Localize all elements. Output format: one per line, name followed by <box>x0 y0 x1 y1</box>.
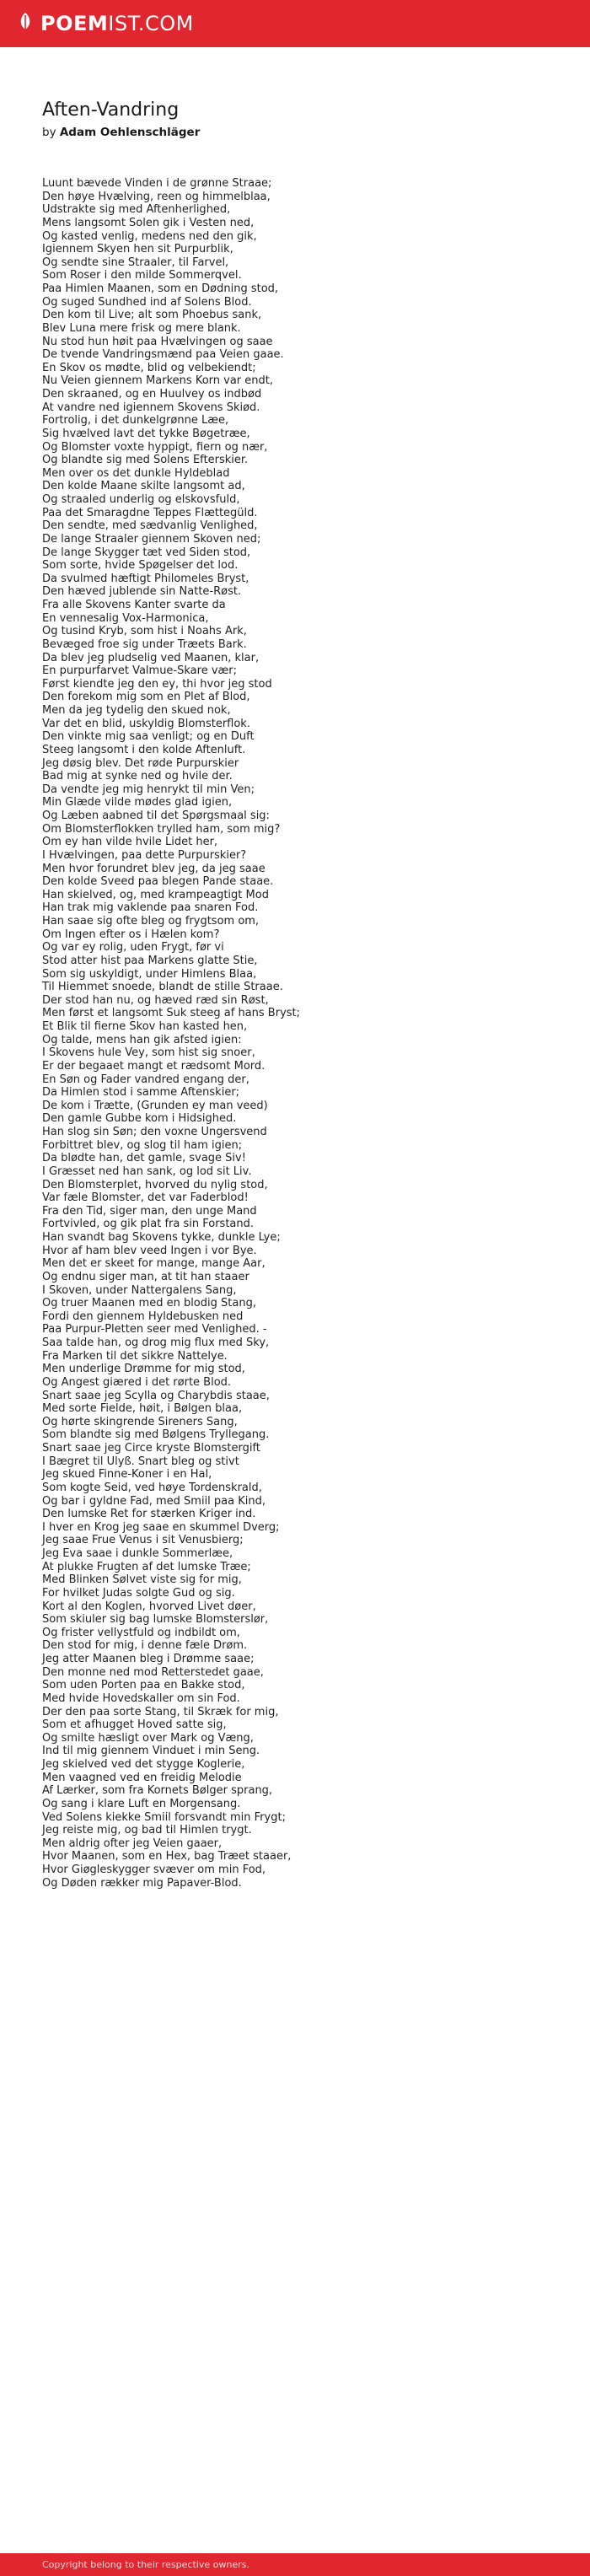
poem-line: Jeg skielved ved det stygge Koglerie, <box>42 1758 245 1771</box>
poem-line: De tvende Vandringsmænd paa Veien gaae. <box>42 348 284 362</box>
poem-line: Han svandt bag Skovens tykke, dunkle Lye; <box>42 1231 281 1244</box>
poem-line: Og Døden rækker mig Papaver-Blod. <box>42 1876 242 1890</box>
poem-line: Og kasted venlig, medens ned den gik, <box>42 229 257 243</box>
poem-line: Den kolde Sveed paa blegen Pande staae. <box>42 875 274 889</box>
poem-line: Da blødte han, det gamle, svage Siv! <box>42 1152 246 1165</box>
poem-line: Fra den Tid, siger man, den unge Mand <box>42 1204 257 1218</box>
poem-line: Og sang i klare Luft en Morgensang. <box>42 1797 241 1810</box>
poem-line: I Skovens hule Vey, som hist sig snoer, <box>42 1046 255 1060</box>
poem-line: Om ey han vilde hvile Lidet her, <box>42 836 218 849</box>
poem-line: En vennesalig Vox-Harmonica, <box>42 611 209 625</box>
poem-line: Af Lærker, som fra Kornets Bølger sprang, <box>42 1784 273 1798</box>
poem-line: Var det en blid, uskyldig Blomsterflok. <box>42 717 250 730</box>
poem-line: Forbittret blev, og slog til ham igien; <box>42 1138 243 1152</box>
poem-line: Den monne ned mod Retterstedet gaae, <box>42 1665 264 1679</box>
poem-line: Den vinkte mig saa venligt; og en Duft <box>42 730 255 744</box>
byline-prefix: by <box>42 126 56 139</box>
poem-line: Hvor Giøgleskygger svæver om min Fod, <box>42 1863 266 1876</box>
poem-line: Og suged Sundhed ind af Solens Blod. <box>42 295 252 309</box>
poem-line: Om Blomsterflokken trylled ham, som mig? <box>42 822 281 836</box>
poem-line: Ind til mig giennem Vinduet i min Seng. <box>42 1745 260 1758</box>
poem-line: Paa det Smaragdne Teppes Flættegüld. <box>42 506 258 519</box>
site-logo-text <box>40 10 194 37</box>
poem-line: Bad mig at synke ned og hvile der. <box>42 770 233 783</box>
poem-line: Og var ey rolig, uden Frygt, før vi <box>42 941 224 955</box>
poem-line: Sig hvælved lavt det tykke Bøgetræe, <box>42 427 250 440</box>
poem-line: Der stod han nu, og hæved ræd sin Røst, <box>42 993 269 1007</box>
poem-line: Om Ingen efter os i Hælen kom? <box>42 928 220 941</box>
poem-line: Den gamle Gubbe kom i Hidsighed. <box>42 1112 237 1126</box>
poem-line: Fortvivled, og gik plat fra sin Forstand. <box>42 1218 255 1231</box>
poem-line: Og straaled underlig og elskovsfuld, <box>42 493 240 506</box>
poem-line: Den Blomsterplet, hvorved du nylig stod, <box>42 1178 268 1191</box>
poem-line: Han saae sig ofte bleg og frygtsom om, <box>42 915 260 928</box>
poem-line: Da Himlen stod i samme Aftenskier; <box>42 1086 240 1100</box>
poem-line: Er der begaaet mangt et rædsomt Mord. <box>42 1059 266 1073</box>
poem-line: Der den paa sorte Stang, til Skræk for mig, <box>42 1705 279 1718</box>
poem-line: Som et afhugget Hoved satte sig, <box>42 1718 227 1732</box>
poem-content <box>42 98 548 1901</box>
poem-line: Kort al den Koglen, hvorved Livet døer, <box>42 1600 256 1613</box>
poem-line: Som sig uskyldigt, under Himlens Blaa, <box>42 967 257 981</box>
poem-line: Den sendte, med sædvanlig Venlighed, <box>42 519 258 533</box>
poem-line: Og tusind Kryb, som hist i Noahs Ark, <box>42 625 247 638</box>
poem-line: Og Blomster voxte hyppigt, fiern og nær, <box>42 440 268 454</box>
poem-line: Hvor af ham blev veed Ingen i vor Bye. <box>42 1244 257 1257</box>
poem-line: I hver en Krog jeg saae en skummel Dverg; <box>42 1520 280 1534</box>
poem-line: Og talde, mens han gik afsted igien: <box>42 1033 242 1046</box>
poem-line: Ved Solens kiekke Smiil forsvandt min Frygt; <box>42 1810 286 1824</box>
poem-line: Som Roser i den milde Sommerqvel. <box>42 269 242 282</box>
copyright-text: Copyright belong to their respective owners. <box>42 2559 249 2570</box>
poem-line: Saa talde han, og drog mig flux med Sky, <box>42 1336 270 1349</box>
poem-line: Stod atter hist paa Markens glatte Stie, <box>42 954 258 967</box>
poem-line: Og endnu siger man, at tit han staaer <box>42 1270 249 1283</box>
poem-line: En Skov os mødte, blid og velbekiendt; <box>42 361 256 374</box>
poem-line: I Bægret til Ulyß. Snart bleg og stivt <box>42 1455 239 1468</box>
poem-line: Som skiuler sig bag lumske Blomsterslør, <box>42 1613 269 1627</box>
poem-line: Nu stod hun høit paa Hvælvingen og saae <box>42 335 273 348</box>
poem-title: Aften-Vandring <box>42 99 180 121</box>
poem-line: Som kogte Seid, ved høye Tordenskrald, <box>42 1481 262 1494</box>
poem-line: Han trak mig vaklende paa snaren Fod. <box>42 901 259 915</box>
site-logo-link[interactable] <box>19 10 194 37</box>
poem-line: Fra Marken til det sikkre Nattelye. <box>42 1349 228 1363</box>
poem-line: Men vaagned ved en freidig Melodie <box>42 1771 242 1784</box>
poem-body <box>42 177 548 1890</box>
poem-line: Men underlige Drømme for mig stod, <box>42 1363 245 1376</box>
poem-line: Blev Luna mere frisk og mere blank. <box>42 321 241 335</box>
poem-line: I Græsset ned han sank, og lod sit Liv. <box>42 1164 252 1178</box>
poem-line: Men da jeg tydelig den skued nok, <box>42 704 231 717</box>
poem-line: Mens langsomt Solen gik i Vesten ned, <box>42 216 255 229</box>
poem-line: Og frister vellystfuld og indbildt om, <box>42 1626 240 1639</box>
poem-line: Snart saae jeg Scylla og Charybdis staae, <box>42 1389 270 1402</box>
poem-line: Var fæle Blomster, det var Faderblod! <box>42 1191 249 1205</box>
poem-line: Bevæged froe sig under Træets Bark. <box>42 637 247 651</box>
poem-line: De kom i Trætte, (Grunden ey man veed) <box>42 1099 268 1112</box>
poem-line: Den lumske Ret for stærken Kriger ind. <box>42 1508 256 1521</box>
poem-line: Paa Purpur-Pletten seer med Venlighed. - <box>42 1323 267 1336</box>
poem-line: En Søn og Fader vandred engang der, <box>42 1073 249 1086</box>
poem-line: Luunt bævede Vinden i de grønne Straae; <box>42 177 272 190</box>
poem-line: Som sorte, hvide Spøgelser det lod. <box>42 559 239 573</box>
poem-line: Og sendte sine Straaler, til Farvel, <box>42 255 229 269</box>
poem-line: Med sorte Fielde, høit, i Bølgen blaa, <box>42 1402 243 1416</box>
poem-line: For hvilket Judas solgte Gud og sig. <box>42 1586 235 1600</box>
poem-line: Fortrolig, i det dunkelgrønne Læe, <box>42 414 229 428</box>
poem-line: Jeg Eva saae i dunkle Sommerlæe, <box>42 1547 233 1560</box>
poem-line: De lange Straaler giennem Skoven ned; <box>42 532 261 546</box>
poem-line: Og smilte hæsligt over Mark og Væng, <box>42 1731 254 1745</box>
poem-line: Og Angest giæred i det rørte Blod. <box>42 1375 232 1389</box>
poem-line: Min Glæde vilde mødes glad igien, <box>42 796 233 809</box>
poem-line: Og hørte skingrende Sireners Sang, <box>42 1415 238 1428</box>
poem-line: Snart saae jeg Circe kryste Blomstergift <box>42 1442 260 1455</box>
poem-line: At vandre ned igiennem Skovens Skiød. <box>42 401 260 414</box>
poem-line: Men først et langsomt Suk steeg af hans Bryst; <box>42 1007 301 1020</box>
poem-line: Som uden Porten paa en Bakke stod, <box>42 1679 245 1692</box>
poem-line: Paa Himlen Maanen, som en Dødning stod, <box>42 282 279 295</box>
poem-line: Og blandte sig med Solens Efterskier. <box>42 454 249 467</box>
poem-line: Da vendte jeg mig henrykt til min Ven; <box>42 782 255 796</box>
site-footer <box>0 2553 590 2576</box>
poem-line: Og truer Maanen med en blodig Stang, <box>42 1297 256 1310</box>
poem-line: Med hvide Hovedskaller om sin Fod. <box>42 1691 240 1705</box>
poem-line: Og bar i gyldne Fad, med Smiil paa Kind, <box>42 1494 266 1508</box>
poem-line: Først kiendte jeg den ey, thi hvor jeg stod <box>42 677 272 691</box>
poem-line: En purpurfarvet Valmue-Skare vær; <box>42 664 238 678</box>
poem-line: Fra alle Skovens Kanter svarte da <box>42 599 226 611</box>
poem-line: Som blandte sig med Bølgens Tryllegang. <box>42 1428 270 1442</box>
poem-line: Da svulmed hæftigt Philomeles Bryst, <box>42 572 249 585</box>
poem-line: Han skielved, og, med krampeagtigt Mod <box>42 888 269 901</box>
poem-line: Den forekom mig som en Plet af Blod, <box>42 691 250 704</box>
poem-line: Jeg reiste mig, og bad til Himlen trygt. <box>42 1824 252 1837</box>
poem-line: Jeg døsig blev. Det røde Purpurskier <box>42 756 239 770</box>
quill-logo-icon <box>19 13 32 35</box>
poem-line: Han slog sin Søn; den voxne Ungersvend <box>42 1126 267 1138</box>
poem-line: Men over os det dunkle Hyldeblad <box>42 466 230 480</box>
poem-line: Da blev jeg pludselig ved Maanen, klar, <box>42 651 260 664</box>
poem-line: Hvor Maanen, som en Hex, bag Træet staaer, <box>42 1850 292 1863</box>
poem-line: Et Blik til fierne Skov han kasted hen, <box>42 1020 248 1033</box>
poem-line: Jeg skued Finne-Koner i en Hal, <box>42 1468 212 1482</box>
poem-line: Men hvor forundret blev jeg, da jeg saae <box>42 862 266 875</box>
poem-line: Den høye Hvælving, reen og himmelblaa, <box>42 190 271 203</box>
logo-bold-text: POEM <box>40 12 109 35</box>
poem-line: Den kolde Maane skilte langsomt ad, <box>42 480 245 493</box>
poem-line: Steeg langsomt i den kolde Aftenluft. <box>42 743 246 756</box>
poem-line: De lange Skygger tæt ved Siden stod, <box>42 546 251 559</box>
poem-line: I Skoven, under Nattergalens Sang, <box>42 1283 237 1297</box>
poem-line: I Hvælvingen, paa dette Purpurskier? <box>42 848 247 862</box>
poem-line: Den stod for mig, i denne fæle Drøm. <box>42 1639 248 1653</box>
poem-line: Jeg saae Frue Venus i sit Venusbierg; <box>42 1534 244 1547</box>
poem-line: Den skraaned, og en Huulvey os indbød <box>42 388 262 401</box>
poem-line: Den hæved jublende sin Natte-Røst. <box>42 585 242 599</box>
poem-line: Nu Veien giennem Markens Korn var endt, <box>42 374 274 388</box>
poem-line: Men aldrig ofter jeg Veien gaaer, <box>42 1837 223 1850</box>
poem-line: Med Blinken Sølvet viste sig for mig, <box>42 1573 242 1587</box>
poem-line: Og Læben aabned til det Spørgsmaal sig: <box>42 809 270 822</box>
poem-line: Jeg atter Maanen bleg i Drømme saae; <box>42 1653 255 1665</box>
poem-author-link[interactable]: Adam Oehlenschläger <box>59 126 201 139</box>
poem-line: Udstrakte sig med Aftenherlighed, <box>42 203 231 217</box>
site-header <box>0 0 590 47</box>
poem-line: Til Hiemmet snoede, blandt de stille Straae. <box>42 981 283 994</box>
poem-line: Men det er skeet for mange, mange Aar, <box>42 1257 266 1271</box>
poem-line: At plukke Frugten af det lumske Træe; <box>42 1560 251 1573</box>
poem-line: Fordi den giennem Hyldebusken ned <box>42 1310 244 1323</box>
poem-line: Igiennem Skyen hen sit Purpurblik, <box>42 243 233 256</box>
poem-line: Den kom til Live; alt som Phoebus sank, <box>42 309 262 322</box>
logo-light-text: IST.COM <box>108 12 194 35</box>
byline <box>42 125 548 140</box>
